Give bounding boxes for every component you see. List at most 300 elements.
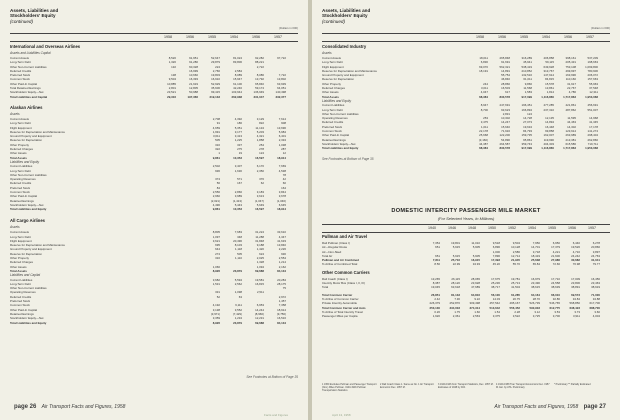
table-cell: 1,000 [492, 249, 500, 254]
table-cell: 4,047 [480, 90, 488, 95]
table-cell: 26,851 [431, 292, 440, 297]
table-cell: 2,502 [212, 164, 220, 169]
table-cell: 538,419 [521, 64, 532, 69]
row-label: Total Common Carrier [322, 292, 353, 297]
table-cell: 18,419 [531, 253, 540, 258]
table-cell: 16,448 [545, 124, 554, 129]
table-cell: 1,116,860 [541, 146, 554, 151]
table-cell: 1,858 [256, 138, 264, 143]
table-cell: 72.66 [552, 262, 560, 267]
row-label: Rail Pullman (Class I) [322, 241, 350, 245]
table-cell: 376 [259, 177, 264, 182]
table-cell: 18,191 [479, 68, 488, 73]
row-label: Ground Property and Equipment [322, 73, 364, 78]
table-cell: 4,004 [592, 314, 600, 319]
table-cell: 26,115 [451, 276, 460, 281]
table-cell: 186 [237, 121, 242, 126]
table-cell: 28,866 [501, 81, 510, 86]
table-cell: 12,231 [255, 316, 264, 321]
table-cell: 505 [237, 251, 242, 256]
table-cell: 23,463 [591, 281, 600, 286]
table-cell: 140,498 [275, 90, 286, 95]
row-label: Other Assets [322, 90, 339, 95]
year-label: 1956 [498, 35, 506, 39]
table-cell: 10,353 [233, 207, 242, 212]
table-cell: 38,891 [571, 285, 580, 290]
table-cell: 24,763 [591, 253, 600, 258]
table-cell: 2,511 [256, 290, 264, 295]
section-subtitle: Assets [10, 112, 20, 116]
table-cell: 9,504 [168, 77, 176, 82]
table-cell: 91,951 [189, 56, 198, 60]
year-label: 1956 [564, 35, 572, 39]
row-label: Total [322, 285, 329, 290]
table-cell: 1,328 [256, 260, 264, 265]
table-cell: 3,911 [572, 314, 580, 319]
row-label: Common Stock [10, 303, 30, 308]
row-label: Retained Earnings [322, 137, 346, 142]
table-cell: 68,384 [479, 94, 488, 99]
table-cell: 136,949 [253, 90, 264, 95]
table-cell: 3.53 [554, 309, 560, 314]
table-cell: 25,638 [531, 258, 540, 263]
table-section [10, 105, 298, 212]
table-cell: 61,100 [233, 81, 242, 86]
market-year-header-row [322, 224, 610, 233]
table-section [322, 234, 610, 267]
table-cell: 3,138 [212, 307, 220, 312]
left-page [0, 0, 308, 420]
table-cell: 5,594 [234, 277, 242, 282]
year-label: 1952 [508, 226, 516, 230]
table-cell: 20,284 [277, 277, 286, 282]
row-label: Deferred Charges [10, 260, 33, 265]
table-cell: 617 [505, 90, 510, 95]
table-cell: 833,578 [499, 146, 510, 151]
table-cell: 28,120 [451, 281, 460, 286]
table-cell: 3,611 [212, 134, 220, 139]
table-cell: 9,188 [256, 243, 264, 248]
page-header: Assets, Liabilities and Stockholders' Equity (continued) [10, 8, 59, 24]
table-cell: 163,996 [565, 73, 576, 78]
table-cell: 278 [259, 147, 264, 152]
table-cell: 8,520 [168, 56, 176, 60]
table-section [10, 218, 298, 325]
table-cell: 8,700 [480, 107, 488, 112]
row-label: Deferred Credits [10, 294, 32, 299]
table-cell: 0.26 [434, 309, 440, 314]
table-cell: 84 [216, 185, 220, 190]
row-label: Operating Reserves [10, 177, 36, 182]
table-cell: 56,100 [491, 292, 500, 297]
table-cell: 16,393 [189, 77, 198, 82]
row-label: Long-Term Debt [322, 60, 343, 65]
table-cell: 29,879 [211, 60, 220, 65]
table-cell: 332,377 [275, 94, 286, 99]
table-cell: 3,011 [480, 86, 488, 91]
table-cell: 3,844 [278, 190, 286, 195]
units-note: (Dollars in 000) [279, 26, 298, 30]
table-cell: 41,345 [589, 120, 598, 125]
table-cell: 8,926 [212, 320, 220, 325]
table-cell: 244 [483, 81, 488, 86]
table-cell: 12,714 [511, 253, 520, 258]
table-cell: 4,321 [256, 134, 264, 139]
table-cell: 247,691 [499, 103, 510, 108]
section-subtitle: Assets [10, 225, 20, 230]
table-cell: 3,678 [278, 194, 286, 199]
table-cell: 99,415 [211, 90, 220, 95]
table-cell: 34.93 [472, 262, 480, 267]
row-label: Stockholders' Equity—Net [10, 316, 44, 321]
table-section [322, 44, 610, 151]
table-cell: 495,167 [509, 301, 520, 306]
row-label: Deferred Charges [322, 86, 345, 91]
table-cell: 20,496 [233, 238, 242, 243]
table-cell: 2,584 [234, 68, 242, 73]
table-cell: 41,633 [277, 238, 286, 243]
table-cell: 1,118 [234, 247, 242, 252]
table-cell: 88,221 [255, 60, 264, 65]
table-cell: 374,314 [469, 305, 480, 310]
table-cell: 1,953,068 [585, 146, 598, 151]
row-label: Other Paid-In Capital [322, 133, 349, 138]
table-cell: 19,803 [211, 73, 220, 78]
table-cell: 8.56 [434, 262, 440, 267]
table-cell: 568,850 [569, 301, 580, 306]
table-cell: 27,986 [551, 258, 560, 263]
table-cell: 69,573 [571, 292, 580, 297]
row-label: Current Liabilities [322, 103, 345, 108]
table-cell: 27,073 [523, 120, 532, 125]
table-cell: 1,038 [278, 142, 286, 147]
table-cell: 649,928 [543, 64, 554, 69]
row-label: % Airline of Combined Total [322, 262, 358, 267]
row-label: Other Property [10, 142, 29, 147]
table-cell: 19,634 [523, 124, 532, 129]
table-cell: 14,244 [255, 307, 264, 312]
table-cell: 337 [237, 142, 242, 147]
table-cell: 11,568 [523, 86, 532, 91]
table-cell: 16,597 [255, 207, 264, 212]
table-cell: 196,451 [521, 103, 532, 108]
table-cell: 1,234 [234, 316, 242, 321]
table-cell: (1,046) [276, 198, 286, 203]
table-cell: 11,288 [255, 234, 264, 239]
table-cell: 9,504 [512, 241, 520, 245]
table-cell: 334,003 [449, 305, 460, 310]
table-cell: 1,814 [546, 90, 554, 95]
table-cell: 526,739 [529, 301, 540, 306]
table-cell: 97,722 [277, 56, 286, 60]
table-cell: 17,009 [571, 276, 580, 281]
table-cell: 17,710 [551, 276, 560, 281]
table-cell: 1,098 [234, 290, 242, 295]
table-cell: 55,754 [501, 73, 510, 78]
table-cell: 23,879 [233, 268, 242, 273]
table-cell: 3,613 [256, 194, 264, 199]
table-cell: 1,583 [524, 90, 532, 95]
table-cell: 822 [259, 121, 264, 126]
table-cell: 833,578 [499, 94, 510, 99]
table-cell: 18,914 [277, 307, 286, 312]
table-cell: 562,321 [499, 64, 510, 69]
row-label: Common Stock [10, 77, 30, 82]
market-subtitle: (For Selected Years, In Millions) [437, 216, 495, 221]
table-cell: 47,689 [471, 285, 480, 290]
table-cell: 19,801 [451, 241, 460, 245]
table-cell: (1,413) [232, 198, 242, 203]
table-row [322, 285, 610, 289]
table-cell: 12,311 [589, 90, 598, 95]
row-label: Other Paid-In Capital [10, 194, 37, 199]
table-cell: 19,045 [431, 285, 440, 290]
table-cell: 205,431 [565, 60, 576, 65]
row-label: Liabilities and Equity [322, 98, 352, 103]
section-title: All Cargo Airlines [10, 218, 45, 224]
table-cell: 359,743 [521, 141, 532, 146]
table-cell: 25,236 [491, 281, 500, 286]
table-cell: 6,111 [235, 303, 242, 308]
row-label: Deferred Charges [10, 147, 33, 152]
row-label: Long-Term Debt [10, 281, 31, 286]
table-cell: 1,110 [234, 256, 242, 261]
table-cell: 3.60 [594, 309, 600, 314]
row-label: Long-Term Debt [10, 234, 31, 239]
table-cell: (2,021) [210, 198, 220, 203]
table-cell: 617,700 [589, 301, 600, 306]
table-cell: 59,115 [545, 60, 554, 65]
table-cell: 226,379 [429, 301, 440, 306]
market-notes [322, 383, 610, 405]
table-cell: 16,910 [211, 77, 220, 82]
row-label: Reserve for Depreciation [322, 77, 354, 82]
faint-mark: April 13, 1958 [332, 413, 351, 417]
table-cell: 322 [215, 147, 220, 152]
table-cell: 3,183 [256, 190, 264, 195]
table-cell: 17,675 [491, 276, 500, 281]
table-cell: (8,966) [254, 311, 264, 316]
table-cell: 7,950 [532, 241, 540, 245]
table-cell: 2,361 [452, 314, 460, 319]
table-cell: 19,781 [511, 276, 520, 281]
table-cell: 1,630 [234, 168, 242, 173]
table-cell: 166,894 [521, 107, 532, 112]
table-cell: 147,914 [543, 73, 554, 78]
table-cell: 3,621 [212, 238, 220, 243]
table-cell: 262,938 [231, 94, 242, 99]
table-cell: 14,894 [545, 120, 554, 125]
table-cell: 6,278 [592, 241, 600, 245]
table-row [10, 207, 298, 211]
table-cell: 78 [282, 172, 286, 177]
table-cell: 167 [237, 181, 242, 186]
table-cell: 38,615 [531, 285, 540, 290]
table-cell: 18,914 [277, 207, 286, 212]
table-cell: 262,866 [587, 137, 598, 142]
table-cell: 537,209 [587, 56, 598, 60]
table-cell: 1,420 [256, 247, 264, 252]
table-row [322, 314, 610, 318]
table-cell: 7,722 [278, 73, 286, 78]
table-cell: 8,387 [432, 281, 440, 286]
table-cell: 624 [259, 251, 264, 256]
table-cell: 2,162 [278, 264, 286, 269]
table-cell: 38,919 [591, 285, 600, 290]
page-number: page 27 [583, 404, 606, 410]
table-cell: 7.30 [454, 296, 460, 301]
table-cell: 9.22 [474, 296, 480, 301]
year-header-row [10, 33, 298, 42]
row-label: Operating Reserves [322, 116, 348, 121]
year-label: 1950 [488, 226, 496, 230]
table-cell: 22,767 [567, 86, 576, 91]
table-cell: 162,007 [543, 133, 554, 138]
table-cell: 6,170 [256, 164, 264, 169]
table-cell: 2,226 [278, 247, 286, 252]
row-label: Preferred Stock [10, 73, 31, 78]
table-cell: 123,914 [565, 129, 576, 134]
year-label: 1957 [586, 35, 594, 39]
table-cell: 612,775 [549, 305, 560, 310]
table-cell: 84,815 [545, 77, 554, 82]
row-label: Reserve for Depreciation [10, 251, 42, 256]
row-label: Operating Reserves [10, 290, 36, 295]
row-label: Total Liabilities and Equity [10, 320, 47, 325]
table-cell: 22,178 [479, 129, 488, 134]
table-cell: 1,320 [168, 60, 176, 65]
table-cell: 2,586 [512, 249, 520, 254]
table-cell: 69,070 [479, 64, 488, 69]
table-cell: 62 [260, 181, 264, 186]
table-cell: 92,282 [255, 56, 264, 60]
table-cell: 44,463 [567, 120, 576, 125]
table-cell: 1,225 [234, 138, 242, 143]
row-label: Air—Regular Route [322, 245, 348, 250]
year-label: 1956 [186, 35, 194, 39]
row-label: Other Property [10, 256, 29, 261]
table-cell: 374 [215, 177, 220, 182]
table-cell: 46,840 [501, 77, 510, 82]
table-cell: 13,861 [545, 86, 554, 91]
table-cell: 14,968 [589, 116, 598, 121]
table-cell: 546,765 [549, 301, 560, 306]
row-label: Total Liabilities and Equity [322, 146, 359, 151]
table-cell: 84,793 [523, 129, 532, 134]
table-cell: 219,133 [209, 94, 220, 99]
year-label: 1956 [568, 226, 576, 230]
table-cell: 2,722 [256, 64, 264, 69]
table-cell: 2,025 [256, 256, 264, 261]
table-cell: 91,691 [501, 60, 510, 65]
row-label: Long-Term Debt [10, 60, 31, 65]
row-label: Total Assets [10, 268, 27, 273]
table-cell: 4,192 [212, 303, 220, 308]
row-label: Pullman and Air Combined [322, 258, 359, 263]
table-cell: 253 [483, 116, 488, 121]
market-title: DOMESTIC INTERCITY PASSENGER MILE MARKET [391, 208, 541, 214]
table-cell: 1,531 [212, 281, 220, 286]
table-cell: 12,805 [189, 86, 198, 91]
row-label: Ground Property and Equipment [10, 247, 52, 252]
table-cell: 28,065 [471, 276, 480, 281]
table-cell: 917,099 [521, 94, 532, 99]
year-label: 1958 [476, 35, 484, 39]
row-label: Stockholders' Equity—Net [322, 141, 356, 146]
table-cell: 17,393 [491, 258, 500, 263]
table-cell: 24,558 [551, 281, 560, 286]
table-cell: 2,831 [502, 111, 510, 116]
year-label: 1957 [588, 226, 596, 230]
page-footer [10, 404, 125, 410]
table-cell: 651 [435, 245, 440, 250]
table-cell: 69,688 [255, 320, 264, 325]
table-cell: 644 [215, 247, 220, 252]
table-cell: 164 [281, 185, 286, 190]
row-label: Common Stock [10, 190, 30, 195]
table-cell: 3.12 [534, 309, 540, 314]
table-cell: 91 [216, 121, 220, 126]
row-label: Stockholders' Equity—Net [10, 90, 44, 95]
table-cell: 331 [215, 290, 220, 295]
table-cell: 513,642 [489, 305, 500, 310]
table-cell: 7,669 [278, 164, 286, 169]
table-cell: 11,134 [255, 125, 264, 130]
table-cell: 30,682 [571, 258, 580, 263]
row-label: Other Assets [10, 264, 27, 269]
table-cell: 499,997 [565, 68, 576, 73]
table-cell: 14,891 [501, 68, 510, 73]
table-cell: 23,521 [167, 90, 176, 95]
table-cell: 695 [215, 243, 220, 248]
table-cell: 63,939 [277, 81, 286, 86]
table-cell: 2,350 [256, 168, 264, 173]
table-cell: 287 [281, 147, 286, 152]
table-cell: 13,792 [255, 77, 264, 82]
table-cell: 7,683 [234, 230, 242, 235]
table-cell: 23,928 [471, 281, 480, 286]
table-cell: 421,861 [565, 103, 576, 108]
table-cell: 33,610 [277, 230, 286, 235]
row-label: Preferred Stock [322, 124, 343, 129]
row-label: Flight Equipment [10, 238, 32, 243]
table-cell: 2,972 [278, 294, 286, 299]
table-cell: 18,914 [277, 155, 286, 160]
footnote-reference: See Footnotes at Bottom of Page 35 [322, 157, 374, 162]
table-cell: 56 [216, 181, 220, 186]
table-cell: 124 [259, 151, 264, 156]
row-label: Flight Equipment [322, 64, 344, 69]
row-label: Preferred Stock [10, 299, 31, 304]
table-row [10, 95, 298, 99]
table-cell: 6,953 [256, 303, 264, 308]
table-cell: 615,586 [565, 141, 576, 146]
row-label: Reserve for Depreciation and Maintenance [10, 129, 65, 134]
table-cell: 487,862 [565, 107, 576, 112]
table-cell: 1,717,863 [563, 146, 576, 151]
table-cell: 21,919 [189, 81, 198, 86]
table-cell: 110,160 [565, 77, 576, 82]
table-cell: 4,538 [278, 168, 286, 173]
table-cell: 83,806 [233, 60, 242, 65]
table-cell: 2,708 [212, 117, 220, 121]
table-cell: 3,725 [532, 314, 540, 319]
row-label: Total Air [322, 253, 333, 258]
table-cell: 65,840 [255, 81, 264, 86]
year-label: 1946 [448, 226, 456, 230]
table-cell: 197,366 [187, 94, 198, 99]
table-cell: 309,498 [469, 301, 480, 306]
